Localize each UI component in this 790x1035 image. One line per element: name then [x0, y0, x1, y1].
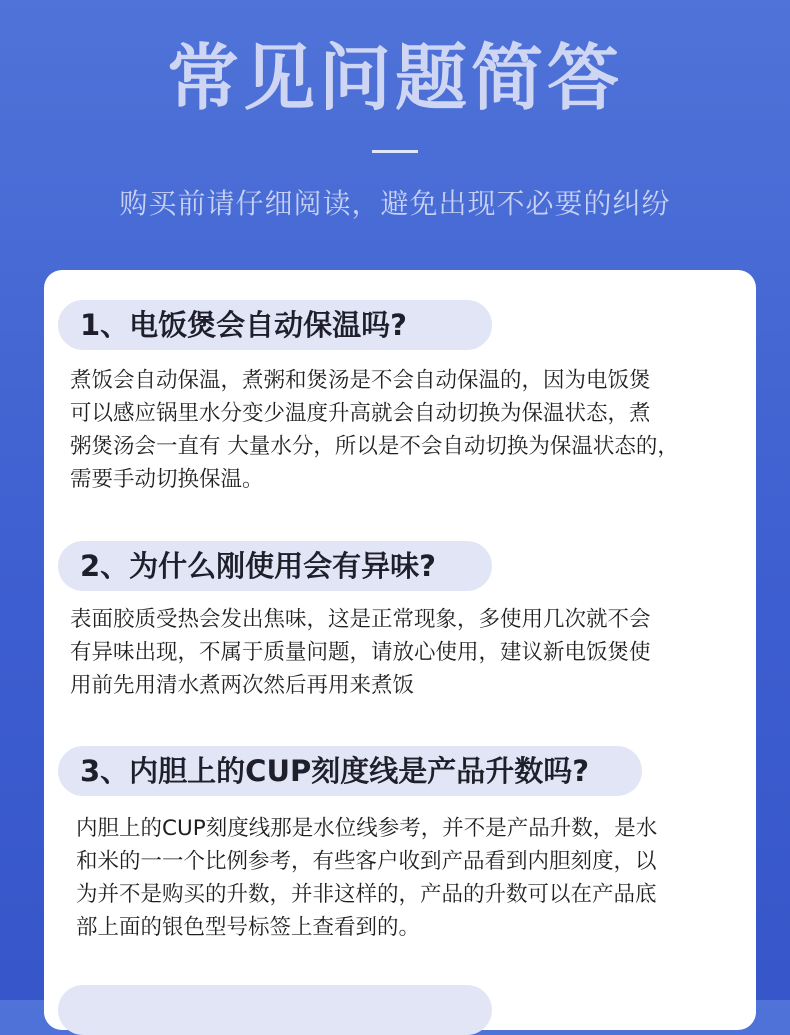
title-divider	[372, 150, 418, 153]
faq-answer-2: 表面胶质受热会发出焦味，这是正常现象，多使用几次就不会 有异味出现，不属于质量问题，请放心使用，建议新电饭煲使 用前先用清水煮两次然后再用来煮饭	[70, 607, 651, 698]
faq-question-2: 2、为什么刚使用会有异味?	[58, 541, 492, 591]
faq-answer-3: 内胆上的CUP刻度线那是水位线参考，并不是产品升数，是水 和米的一一个比例参考，有些客户收到产品看到内胆刻度，以 为并不是购买的升数，并非这样的，产品的升数可以在产品底 部上面的银色型号标签上查看到的。	[76, 816, 658, 940]
faq-answer-1: 煮饭会自动保温，煮粥和煲汤是不会自动保温的，因为电饭煲 可以感应锅里水分变少温度升高就会自动切换为保温状态，煮 粥煲汤会一直有 大量水分，所以是不会自动切换为保温状态的， 需要手动切换保温。	[70, 368, 679, 492]
faq-question-4-partial	[58, 985, 492, 1035]
faq-question-1: 1、电饭煲会自动保温吗?	[58, 300, 492, 350]
faq-question-3: 3、内胆上的CUP刻度线是产品升数吗?	[58, 746, 642, 796]
page-title: 常见问题简答	[166, 36, 623, 120]
page-subtitle: 购买前请仔细阅读，避免出现不必要的纠纷	[119, 187, 671, 220]
